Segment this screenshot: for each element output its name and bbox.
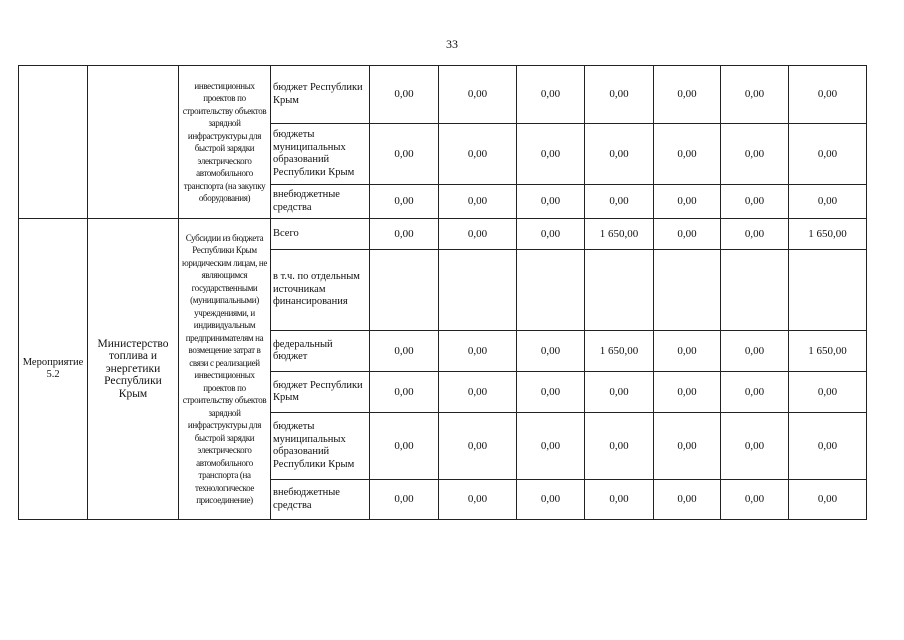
amount-cell bbox=[439, 250, 517, 331]
amount-cell: 0,00 bbox=[370, 219, 439, 250]
funding-source: бюджеты муниципальных образований Республики Крым bbox=[271, 413, 370, 480]
amount-cell: 0,00 bbox=[721, 219, 789, 250]
amount-cell: 0,00 bbox=[721, 185, 789, 219]
funding-source: внебюджетные средства bbox=[271, 185, 370, 219]
amount-cell bbox=[517, 250, 585, 331]
amount-cell: 0,00 bbox=[654, 331, 721, 372]
funding-source: бюджет Республики Крым bbox=[271, 66, 370, 124]
amount-cell: 1 650,00 bbox=[585, 219, 654, 250]
amount-cell: 0,00 bbox=[585, 480, 654, 520]
amount-cell bbox=[585, 250, 654, 331]
amount-cell: 0,00 bbox=[370, 372, 439, 413]
amount-cell: 0,00 bbox=[439, 372, 517, 413]
amount-cell: 0,00 bbox=[721, 372, 789, 413]
funding-source: внебюджетные средства bbox=[271, 480, 370, 520]
amount-cell: 0,00 bbox=[789, 66, 867, 124]
amount-cell: 0,00 bbox=[370, 331, 439, 372]
amount-cell bbox=[370, 250, 439, 331]
amount-cell: 1 650,00 bbox=[585, 331, 654, 372]
amount-cell: 0,00 bbox=[789, 413, 867, 480]
amount-cell: 0,00 bbox=[585, 413, 654, 480]
budget-table bbox=[18, 65, 867, 520]
funding-source: Всего bbox=[271, 219, 370, 250]
amount-cell: 0,00 bbox=[439, 331, 517, 372]
amount-cell: 0,00 bbox=[654, 219, 721, 250]
activity-number: Мероприятие 5.2 bbox=[19, 219, 88, 520]
amount-cell: 0,00 bbox=[517, 185, 585, 219]
amount-cell: 0,00 bbox=[721, 331, 789, 372]
amount-cell: 0,00 bbox=[654, 66, 721, 124]
amount-cell: 0,00 bbox=[439, 185, 517, 219]
funding-source: бюджет Республики Крым bbox=[271, 372, 370, 413]
amount-cell: 0,00 bbox=[654, 413, 721, 480]
amount-cell: 0,00 bbox=[517, 480, 585, 520]
amount-cell: 0,00 bbox=[721, 480, 789, 520]
funding-source: в т.ч. по отдельным источникам финансирования bbox=[271, 250, 370, 331]
amount-cell: 0,00 bbox=[517, 372, 585, 413]
amount-cell: 0,00 bbox=[789, 480, 867, 520]
amount-cell: 0,00 bbox=[721, 124, 789, 185]
amount-cell bbox=[721, 250, 789, 331]
amount-cell: 0,00 bbox=[517, 219, 585, 250]
amount-cell: 0,00 bbox=[370, 185, 439, 219]
table-row bbox=[19, 219, 867, 250]
amount-cell: 0,00 bbox=[721, 66, 789, 124]
funding-source: федеральный бюджет bbox=[271, 331, 370, 372]
amount-cell: 0,00 bbox=[370, 66, 439, 124]
amount-cell: 0,00 bbox=[517, 331, 585, 372]
amount-cell: 0,00 bbox=[585, 372, 654, 413]
amount-cell bbox=[654, 250, 721, 331]
amount-cell: 0,00 bbox=[654, 372, 721, 413]
amount-cell bbox=[789, 250, 867, 331]
page-number: 33 bbox=[446, 37, 458, 51]
amount-cell: 0,00 bbox=[517, 413, 585, 480]
funding-source: бюджеты муниципальных образований Республики Крым bbox=[271, 124, 370, 185]
amount-cell: 1 650,00 bbox=[789, 219, 867, 250]
amount-cell: 0,00 bbox=[370, 413, 439, 480]
activity-description: Субсидии из бюджета Республики Крым юридическим лицам, не являющимся государственными (муниципальными) учреждениями, и индивидуальным предпринимателям на возмещение затрат в связи с реализацией инвестиционных проектов по строительству объектов зарядной инфраструктуры для быстрой зарядки электрического автомобильного транспорта (на технологическое присоединение) bbox=[179, 219, 271, 520]
amount-cell: 0,00 bbox=[370, 124, 439, 185]
amount-cell: 0,00 bbox=[789, 372, 867, 413]
amount-cell: 0,00 bbox=[517, 124, 585, 185]
table-row bbox=[19, 66, 867, 124]
amount-cell: 0,00 bbox=[654, 480, 721, 520]
amount-cell: 0,00 bbox=[439, 480, 517, 520]
executor-name: Министерство топлива и энергетики Республики Крым bbox=[88, 219, 179, 520]
amount-cell: 0,00 bbox=[585, 66, 654, 124]
amount-cell: 1 650,00 bbox=[789, 331, 867, 372]
amount-cell: 0,00 bbox=[721, 413, 789, 480]
amount-cell: 0,00 bbox=[439, 124, 517, 185]
activity-description: инвестиционных проектов по строительству объектов зарядной инфраструктуры для быстрой зарядки электрического автомобильного транспорта (на закупку оборудования) bbox=[179, 66, 271, 219]
amount-cell: 0,00 bbox=[585, 124, 654, 185]
amount-cell: 0,00 bbox=[370, 480, 439, 520]
amount-cell: 0,00 bbox=[439, 219, 517, 250]
executor-cell-empty bbox=[88, 66, 179, 219]
amount-cell: 0,00 bbox=[654, 185, 721, 219]
amount-cell: 0,00 bbox=[789, 124, 867, 185]
amount-cell: 0,00 bbox=[654, 124, 721, 185]
amount-cell: 0,00 bbox=[585, 185, 654, 219]
activity-cell-empty bbox=[19, 66, 88, 219]
amount-cell: 0,00 bbox=[789, 185, 867, 219]
amount-cell: 0,00 bbox=[439, 66, 517, 124]
amount-cell: 0,00 bbox=[439, 413, 517, 480]
amount-cell: 0,00 bbox=[517, 66, 585, 124]
